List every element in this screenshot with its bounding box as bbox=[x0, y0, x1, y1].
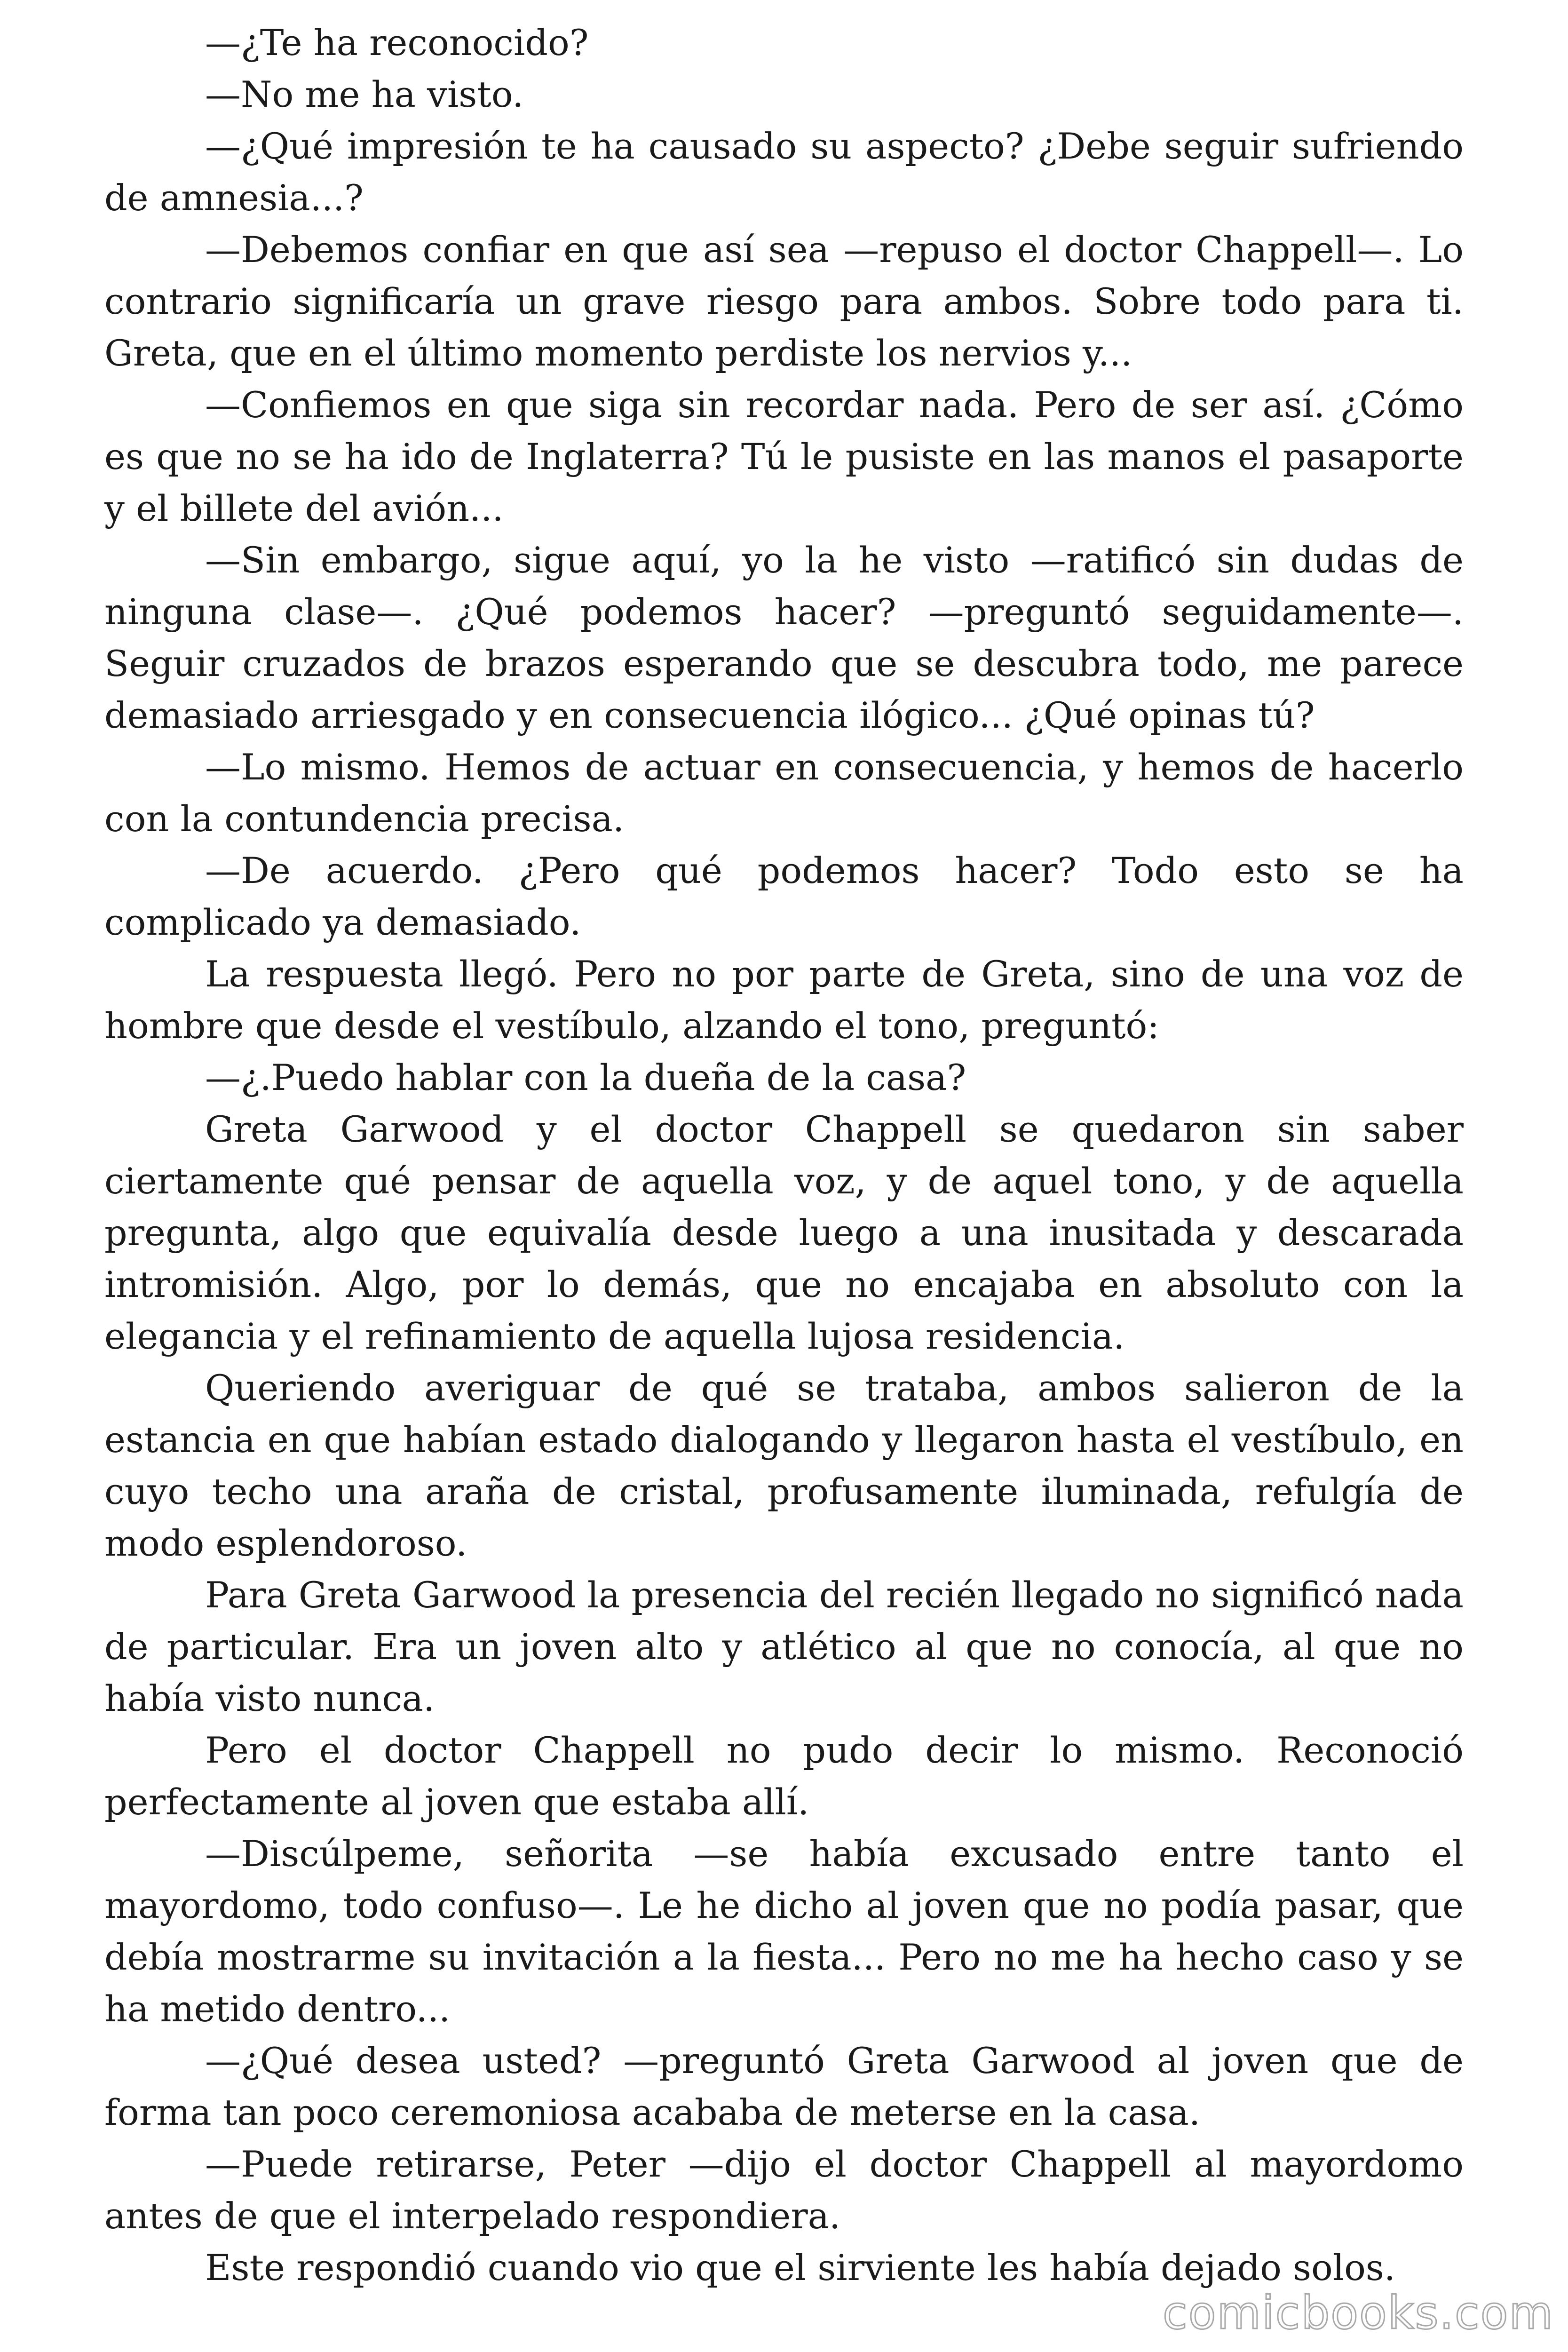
watermark: comicbooks.com bbox=[1162, 2287, 1554, 2339]
paragraph: Para Greta Garwood la presencia del recién llegado no significó nada de particular. Era un joven alto y atlético al que no conocía, al que no había visto nunca. bbox=[104, 1574, 1464, 1719]
paragraph: La respuesta llegó. Pero no por parte de Greta, sino de una voz de hombre que desde el vestíbulo, alzando el tono, preguntó: bbox=[104, 953, 1464, 1047]
paragraph: —¿Te ha reconocido? bbox=[205, 22, 589, 64]
paragraph: Greta Garwood y el doctor Chappell se quedaron sin saber ciertamente qué pensar de aquella voz, y de aquel tono, y de aquella pregunta, algo que equivalía desde luego a una inusitada y descarada intromisión. Algo, por lo demás, que no encajaba en absoluto con la elegancia y el refinamiento de aquella lujosa residencia. bbox=[104, 1108, 1464, 1357]
book-page-text bbox=[104, 17, 1464, 2294]
paragraph: —No me ha visto. bbox=[205, 73, 524, 115]
paragraph: —Discúlpeme, señorita —se había excusado entre tanto el mayordomo, todo confuso—. Le he dicho al joven que no podía pasar, que debía mostrarme su invitación a la fiesta... Pero no me ha hecho caso y se ha metido dentro... bbox=[104, 1833, 1464, 2030]
paragraph: —Confiemos en que siga sin recordar nada. Pero de ser así. ¿Cómo es que no se ha ido de Inglaterra? Tú le pusiste en las manos el pasaporte y el billete del avión... bbox=[104, 384, 1464, 529]
paragraph: Queriendo averiguar de qué se trataba, ambos salieron de la estancia en que habían estado dialogando y llegaron hasta el vestíbulo, en cuyo techo una araña de cristal, profusamente iluminada, refulgía de modo esplendoroso. bbox=[104, 1367, 1464, 1564]
paragraph: —Puede retirarse, Peter —dijo el doctor Chappell al mayordomo antes de que el interpelado respondiera. bbox=[104, 2143, 1464, 2237]
paragraph: —Lo mismo. Hemos de actuar en consecuencia, y hemos de hacerlo con la contundencia precisa. bbox=[104, 746, 1464, 840]
paragraph: —Sin embargo, sigue aquí, yo la he visto —ratificó sin dudas de ninguna clase—. ¿Qué podemos hacer? —preguntó seguidamente—. Seguir cruzados de brazos esperando que se descubra todo, me parece demasiado arriesgado y en consecuencia ilógico... ¿Qué opinas tú? bbox=[104, 539, 1464, 736]
paragraph: —¿Qué desea usted? —preguntó Greta Garwood al joven que de forma tan poco ceremoniosa acababa de meterse en la casa. bbox=[104, 2040, 1464, 2133]
paragraph: —¿.Puedo hablar con la dueña de la casa? bbox=[205, 1057, 966, 1098]
paragraph: —De acuerdo. ¿Pero qué podemos hacer? Todo esto se ha complicado ya demasiado. bbox=[104, 850, 1464, 943]
paragraph: Pero el doctor Chappell no pudo decir lo mismo. Reconoció perfectamente al joven que estaba allí. bbox=[104, 1729, 1464, 1823]
paragraph: —¿Qué impresión te ha causado su aspecto? ¿Debe seguir sufriendo de amnesia...? bbox=[104, 125, 1464, 219]
paragraph: —Debemos confiar en que así sea —repuso el doctor Chappell—. Lo contrario significaría un grave riesgo para ambos. Sobre todo para ti. Greta, que en el último momento perdiste los nervios y... bbox=[104, 229, 1464, 374]
paragraph: Este respondió cuando vio que el sirviente les había dejado solos. bbox=[205, 2247, 1396, 2288]
